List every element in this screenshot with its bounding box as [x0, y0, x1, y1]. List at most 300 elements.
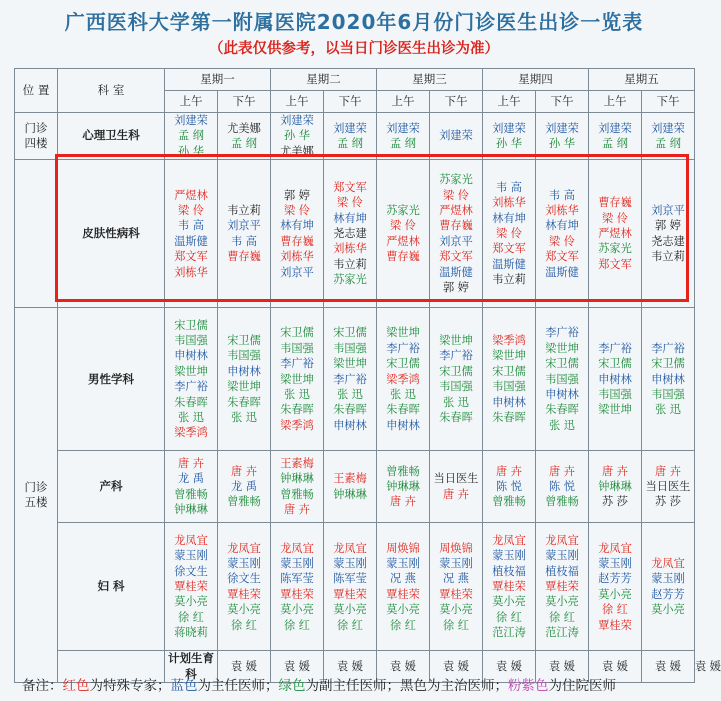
doctor-name: 当日医生	[645, 480, 691, 494]
doctor-name: 申树林	[333, 418, 367, 432]
doctor-name: 徐 红	[337, 618, 363, 632]
doctor-name: 徐 红	[443, 618, 469, 632]
header-pm: 下午	[536, 91, 589, 113]
doctor-name: 蒙玉刚	[333, 556, 367, 570]
schedule-cell	[642, 523, 695, 651]
schedule-cell	[218, 113, 271, 160]
doctor-name: 龙凤宜	[333, 541, 367, 555]
doctor-name: 李广裕	[333, 372, 367, 386]
doctor-name: 韦立莉	[227, 203, 261, 217]
schedule-cell	[377, 113, 430, 160]
doctor-name: 刘建荣	[545, 121, 579, 135]
doctor-name: 尧志建	[651, 234, 685, 248]
doctor-name: 韦 高	[496, 180, 522, 194]
doctor-name: 龙凤宜	[227, 541, 261, 555]
schedule-cell	[324, 308, 377, 451]
doctor-name: 蒙玉刚	[545, 549, 579, 563]
doctor-name: 莫小亮	[598, 587, 632, 601]
doctor-name: 刘建荣	[174, 114, 208, 127]
location-blank	[15, 160, 58, 308]
doctor-name: 龙凤宜	[280, 541, 314, 555]
doctor-name: 龙凤宜	[174, 533, 208, 547]
doctor-name: 徐文生	[227, 572, 261, 586]
schedule-cell	[536, 160, 589, 308]
doctor-name: 梁 伶	[337, 196, 363, 210]
doctor-name: 龙凤宜	[545, 533, 579, 547]
doctor-name: 梁 伶	[443, 188, 469, 202]
page-subtitle: （此表仅供参考，以当日门诊医生出诊为准）	[209, 41, 499, 57]
doctor-name: 梁世坤	[333, 357, 367, 371]
legend-red-desc: 为特殊专家；	[89, 678, 171, 694]
doctor-name: 韦立莉	[333, 257, 367, 271]
doctor-name: 尤美娜	[280, 144, 314, 158]
doctor-name: 刘栋华	[174, 265, 208, 279]
doctor-name: 孙 华	[496, 137, 522, 151]
doctor-name: 梁 伶	[390, 219, 416, 233]
schedule-cell	[589, 113, 642, 160]
doctor-name: 钟琳琳	[174, 503, 208, 517]
doctor-name: 苏家光	[439, 173, 473, 187]
doctor-name: 严煜林	[439, 203, 473, 217]
doctor-name: 申树林	[174, 349, 208, 363]
doctor-name: 赵芳芳	[651, 587, 685, 601]
doctor-name: 郭 婷	[655, 219, 681, 233]
doctor-name: 郑文军	[333, 180, 367, 194]
doctor-name: 韦国强	[280, 341, 314, 355]
header-day: 星期三	[377, 69, 483, 91]
doctor-name: 袁 媛	[390, 659, 416, 673]
doctor-name: 申树林	[651, 372, 685, 386]
doctor-name: 韦立莉	[651, 250, 685, 264]
page-title: 广西医科大学第一附属医院2020年6月份门诊医生出诊一览表	[64, 10, 644, 34]
doctor-name: 孟 纲	[390, 137, 416, 151]
doctor-name: 孙 华	[549, 137, 575, 151]
doctor-name: 徐 红	[178, 610, 204, 624]
doctor-name: 温斯健	[174, 234, 208, 248]
doctor-name: 张 迅	[549, 418, 575, 432]
doctor-name: 苏家光	[386, 203, 420, 217]
doctor-name: 莫小亮	[492, 595, 526, 609]
doctor-name: 李广裕	[386, 341, 420, 355]
doctor-name: 苏家光	[333, 273, 367, 287]
doctor-name: 刘建荣	[492, 121, 526, 135]
doctor-name: 郑文军	[174, 250, 208, 264]
header-day: 星期一	[165, 69, 271, 91]
doctor-name: 林有坤	[280, 219, 314, 233]
doctor-name: 曹存巍	[598, 196, 632, 210]
doctor-name: 严煜林	[598, 227, 632, 241]
doctor-name: 郑文军	[545, 250, 579, 264]
schedule-cell	[324, 160, 377, 308]
doctor-name: 徐 红	[602, 603, 628, 617]
schedule-cell	[642, 451, 695, 523]
department-row	[15, 113, 695, 160]
doctor-name: 韦国强	[174, 334, 208, 347]
doctor-name: 郭 婷	[443, 280, 469, 294]
doctor-name: 张 迅	[178, 411, 204, 425]
doctor-name: 况 燕	[443, 572, 469, 586]
doctor-name: 况 燕	[390, 572, 416, 586]
doctor-name: 刘建荣	[598, 121, 632, 135]
schedule-cell	[536, 308, 589, 451]
doctor-name: 唐 卉	[496, 464, 522, 478]
schedule-cell	[271, 113, 324, 160]
doctor-name: 唐 卉	[284, 503, 310, 517]
schedule-cell	[430, 523, 483, 651]
doctor-name: 梁世坤	[545, 341, 579, 355]
location-floor5: 门诊 五楼	[15, 308, 58, 683]
doctor-name: 宋卫儒	[227, 334, 261, 347]
doctor-name: 蒙玉刚	[386, 556, 420, 570]
department-name: 产科	[58, 451, 165, 523]
schedule-table	[14, 68, 721, 683]
doctor-name: 曹存巍	[386, 250, 420, 264]
schedule-cell	[483, 523, 536, 651]
doctor-name: 梁世坤	[280, 372, 314, 386]
schedule-cell	[165, 160, 218, 308]
schedule-cell	[430, 308, 483, 451]
schedule-cell	[377, 160, 430, 308]
doctor-name: 莫小亮	[333, 603, 367, 617]
doctor-name: 朱春晖	[174, 395, 208, 409]
header-day: 星期五	[589, 69, 695, 91]
doctor-name: 曾雅畅	[386, 464, 420, 478]
doctor-name: 刘栋华	[333, 242, 367, 256]
doctor-name: 梁季鸿	[280, 418, 314, 432]
header-am: 上午	[271, 91, 324, 113]
doctor-name: 钟琳琳	[598, 480, 632, 494]
schedule-cell	[271, 160, 324, 308]
department-row	[15, 523, 695, 651]
schedule-cell	[430, 451, 483, 523]
doctor-name: 梁世坤	[439, 334, 473, 347]
doctor-name: 刘栋华	[545, 203, 579, 217]
doctor-name: 张 迅	[655, 403, 681, 417]
doctor-name: 莫小亮	[174, 595, 208, 609]
doctor-name: 袁 媛	[549, 659, 575, 673]
doctor-name: 莫小亮	[280, 603, 314, 617]
doctor-name: 梁 伶	[178, 203, 204, 217]
schedule-cell	[377, 451, 430, 523]
doctor-name: 申树林	[227, 364, 261, 378]
doctor-name: 梁世坤	[386, 326, 420, 340]
doctor-name: 韦国强	[333, 341, 367, 355]
doctor-name: 周焕锦	[439, 541, 473, 555]
doctor-name: 覃桂荣	[492, 580, 526, 594]
doctor-name: 朱春晖	[386, 403, 420, 417]
doctor-name: 周焕锦	[386, 541, 420, 555]
header-am: 上午	[165, 91, 218, 113]
doctor-name: 赵芳芳	[598, 572, 632, 586]
header-pm: 下午	[218, 91, 271, 113]
doctor-name: 刘建荣	[280, 114, 314, 127]
schedule-cell	[218, 523, 271, 651]
doctor-name: 徐 红	[284, 618, 310, 632]
doctor-name: 林有坤	[545, 219, 579, 233]
doctor-name: 王素梅	[280, 456, 314, 470]
doctor-name: 袁 媛	[443, 659, 469, 673]
doctor-name: 宋卫儒	[280, 326, 314, 340]
doctor-name: 宋卫儒	[386, 357, 420, 371]
header-pm: 下午	[642, 91, 695, 113]
doctor-name: 梁 伶	[549, 234, 575, 248]
doctor-name: 曾雅畅	[545, 495, 579, 509]
doctor-name: 朱春晖	[227, 395, 261, 409]
schedule-cell	[271, 523, 324, 651]
doctor-name: 郑文军	[598, 257, 632, 271]
doctor-name: 梁季鸿	[492, 334, 526, 347]
doctor-name: 袁 媛	[284, 659, 310, 673]
doctor-name: 刘建荣	[651, 121, 685, 135]
doctor-name: 苏 莎	[602, 495, 628, 509]
doctor-name: 刘栋华	[280, 250, 314, 264]
legend-purple: 粉紫色	[508, 678, 549, 694]
header-am: 上午	[377, 91, 430, 113]
schedule-cell	[165, 113, 218, 160]
doctor-name: 陈军莹	[280, 572, 314, 586]
doctor-name: 尧志建	[333, 227, 367, 241]
doctor-name: 蒙玉刚	[227, 556, 261, 570]
doctor-name: 孟 纲	[602, 137, 628, 151]
doctor-name: 林有坤	[492, 211, 526, 225]
doctor-name: 孟 纲	[655, 137, 681, 151]
doctor-name: 宋卫儒	[333, 326, 367, 340]
color-legend	[22, 674, 702, 694]
schedule-cell	[430, 113, 483, 160]
schedule-cell	[165, 451, 218, 523]
doctor-name: 覃桂荣	[333, 587, 367, 601]
doctor-name: 申树林	[598, 372, 632, 386]
header-day: 星期四	[483, 69, 589, 91]
schedule-cell	[218, 160, 271, 308]
schedule-cell	[589, 308, 642, 451]
doctor-name: 郑文军	[439, 250, 473, 264]
doctor-name: 刘京平	[439, 234, 473, 248]
legend-red: 红色	[62, 678, 90, 694]
schedule-cell	[642, 160, 695, 308]
legend-green: 绿色	[278, 678, 306, 694]
doctor-name: 苏 莎	[655, 495, 681, 509]
schedule-cell	[536, 113, 589, 160]
doctor-name: 陈 悦	[496, 480, 522, 494]
doctor-name: 龙凤宜	[492, 533, 526, 547]
doctor-name: 孟 纲	[231, 137, 257, 151]
doctor-name: 唐 卉	[178, 456, 204, 470]
doctor-name: 唐 卉	[549, 464, 575, 478]
doctor-name: 唐 卉	[443, 487, 469, 501]
doctor-name: 尤美娜	[227, 121, 261, 135]
department-name: 心理卫生科	[58, 113, 165, 160]
doctor-name: 梁世坤	[598, 403, 632, 417]
department-row	[15, 308, 695, 451]
schedule-cell	[483, 160, 536, 308]
doctor-name: 宋卫儒	[439, 364, 473, 378]
doctor-name: 申树林	[545, 387, 579, 401]
doctor-name: 刘建荣	[386, 121, 420, 135]
doctor-name: 陈 悦	[549, 480, 575, 494]
doctor-name: 刘京平	[280, 265, 314, 279]
doctor-name: 林有坤	[333, 211, 367, 225]
doctor-name: 唐 卉	[390, 495, 416, 509]
doctor-name: 蒙玉刚	[492, 549, 526, 563]
schedule-cell	[642, 308, 695, 451]
doctor-name: 梁世坤	[227, 380, 261, 394]
doctor-name: 孙 华	[284, 129, 310, 143]
doctor-name: 韦国强	[598, 387, 632, 401]
header-pm: 下午	[324, 91, 377, 113]
doctor-name: 郭 婷	[284, 188, 310, 202]
doctor-name: 蒙玉刚	[598, 556, 632, 570]
legend-green-desc: 为副主任医师；	[305, 678, 400, 694]
doctor-name: 覃桂荣	[386, 587, 420, 601]
doctor-name: 曹存巍	[227, 250, 261, 264]
doctor-name: 陈军莹	[333, 572, 367, 586]
doctor-name: 刘建荣	[333, 121, 367, 135]
schedule-cell	[589, 451, 642, 523]
doctor-name: 袁 媛	[337, 659, 363, 673]
department-name: 妇 科	[58, 523, 165, 651]
doctor-name: 韦国强	[651, 387, 685, 401]
doctor-name: 植枝福	[492, 564, 526, 578]
doctor-name: 袁 媛	[602, 659, 628, 673]
doctor-name: 申树林	[386, 418, 420, 432]
doctor-name: 韦国强	[439, 380, 473, 394]
schedule-cell	[377, 308, 430, 451]
doctor-name: 张 迅	[390, 387, 416, 401]
doctor-name: 梁 伶	[284, 203, 310, 217]
doctor-name: 当日医生	[433, 472, 479, 486]
doctor-name: 龙 禹	[231, 480, 257, 494]
doctor-name: 严煜林	[386, 234, 420, 248]
doctor-name: 李广裕	[545, 326, 579, 340]
doctor-name: 孙 华	[178, 144, 204, 158]
schedule-cell	[218, 308, 271, 451]
doctor-name: 韦国强	[545, 372, 579, 386]
doctor-name: 刘京平	[227, 219, 261, 233]
doctor-name: 刘建荣	[439, 129, 473, 143]
doctor-name: 温斯健	[439, 265, 473, 279]
doctor-name: 梁季鸿	[386, 372, 420, 386]
doctor-name: 唐 卉	[602, 464, 628, 478]
doctor-name: 蒙玉刚	[439, 556, 473, 570]
doctor-name: 李广裕	[439, 349, 473, 363]
doctor-name: 王素梅	[333, 472, 367, 486]
doctor-name: 苏家光	[598, 242, 632, 256]
doctor-name: 覃桂荣	[598, 618, 632, 632]
doctor-name: 曾雅畅	[174, 487, 208, 501]
doctor-name: 朱春晖	[280, 403, 314, 417]
schedule-cell	[483, 308, 536, 451]
schedule-cell	[218, 451, 271, 523]
doctor-name: 袁 媛	[496, 659, 522, 673]
doctor-name: 曹存巍	[280, 234, 314, 248]
schedule-cell	[165, 523, 218, 651]
doctor-name: 钟琳琳	[280, 472, 314, 486]
doctor-name: 龙凤宜	[598, 541, 632, 555]
header-am: 上午	[589, 91, 642, 113]
doctor-name: 张 迅	[443, 395, 469, 409]
doctor-name: 钟琳琳	[333, 487, 367, 501]
doctor-name: 覃桂荣	[545, 580, 579, 594]
doctor-name: 刘京平	[651, 203, 685, 217]
doctor-name: 宋卫儒	[174, 318, 208, 332]
doctor-name: 李广裕	[174, 380, 208, 394]
header-location: 位 置	[15, 69, 58, 113]
doctor-name: 朱春晖	[439, 411, 473, 425]
doctor-name: 唐 卉	[655, 464, 681, 478]
legend-blue: 蓝色	[170, 678, 198, 694]
schedule-cell	[430, 160, 483, 308]
doctor-name: 龙凤宜	[651, 556, 685, 570]
doctor-name: 梁 伶	[602, 211, 628, 225]
doctor-name: 莫小亮	[227, 603, 261, 617]
doctor-name: 温斯健	[545, 265, 579, 279]
schedule-cell	[324, 523, 377, 651]
doctor-name: 刘栋华	[492, 196, 526, 210]
schedule-cell	[271, 451, 324, 523]
doctor-name: 严煜林	[174, 188, 208, 202]
doctor-name: 蒙玉刚	[651, 572, 685, 586]
doctor-name: 唐 卉	[231, 464, 257, 478]
department-name: 男性学科	[58, 308, 165, 451]
doctor-name: 覃桂荣	[227, 587, 261, 601]
doctor-name: 袁 媛	[231, 659, 257, 673]
doctor-name: 袁 媛	[655, 659, 681, 673]
doctor-name: 朱春晖	[492, 411, 526, 425]
department-row	[15, 451, 695, 523]
schedule-cell	[642, 113, 695, 160]
doctor-name: 张 迅	[231, 411, 257, 425]
doctor-name: 孟 纲	[337, 137, 363, 151]
legend-blue-desc: 为主任医师；	[197, 678, 279, 694]
header-am: 上午	[483, 91, 536, 113]
doctor-name: 温斯健	[492, 257, 526, 271]
department-name: 皮肤性病科	[58, 160, 165, 308]
doctor-name: 朱春晖	[333, 403, 367, 417]
doctor-name: 植枝福	[545, 564, 579, 578]
doctor-name: 莫小亮	[545, 595, 579, 609]
schedule-cell	[483, 113, 536, 160]
doctor-name: 徐 红	[549, 610, 575, 624]
doctor-name: 徐 红	[496, 610, 522, 624]
legend-prefix: 备注：	[22, 678, 63, 694]
header-day: 星期二	[271, 69, 377, 91]
doctor-name: 孟 纲	[178, 129, 204, 143]
legend-black-desc: 黑色为主治医师；	[400, 678, 508, 694]
doctor-name: 范江涛	[545, 626, 579, 640]
doctor-name: 曾雅畅	[227, 495, 261, 509]
doctor-name: 蒙玉刚	[280, 556, 314, 570]
doctor-name: 曹存巍	[439, 219, 473, 233]
schedule-cell	[271, 308, 324, 451]
schedule-cell	[324, 451, 377, 523]
doctor-name: 朱春晖	[545, 403, 579, 417]
doctor-name: 范江涛	[492, 626, 526, 640]
header-department: 科 室	[58, 69, 165, 113]
legend-purple-desc: 为住院医师	[548, 678, 616, 694]
doctor-name: 韦国强	[492, 380, 526, 394]
doctor-name: 莫小亮	[651, 603, 685, 617]
doctor-name: 梁 伶	[496, 227, 522, 241]
doctor-name: 莫小亮	[439, 603, 473, 617]
schedule-cell	[536, 523, 589, 651]
doctor-name: 韦国强	[227, 349, 261, 363]
doctor-name: 申树林	[492, 395, 526, 409]
doctor-name: 宋卫儒	[598, 357, 632, 371]
department-name: 计划生育科	[165, 651, 218, 683]
doctor-name: 蒙玉刚	[174, 549, 208, 563]
doctor-name: 韦 高	[178, 219, 204, 233]
